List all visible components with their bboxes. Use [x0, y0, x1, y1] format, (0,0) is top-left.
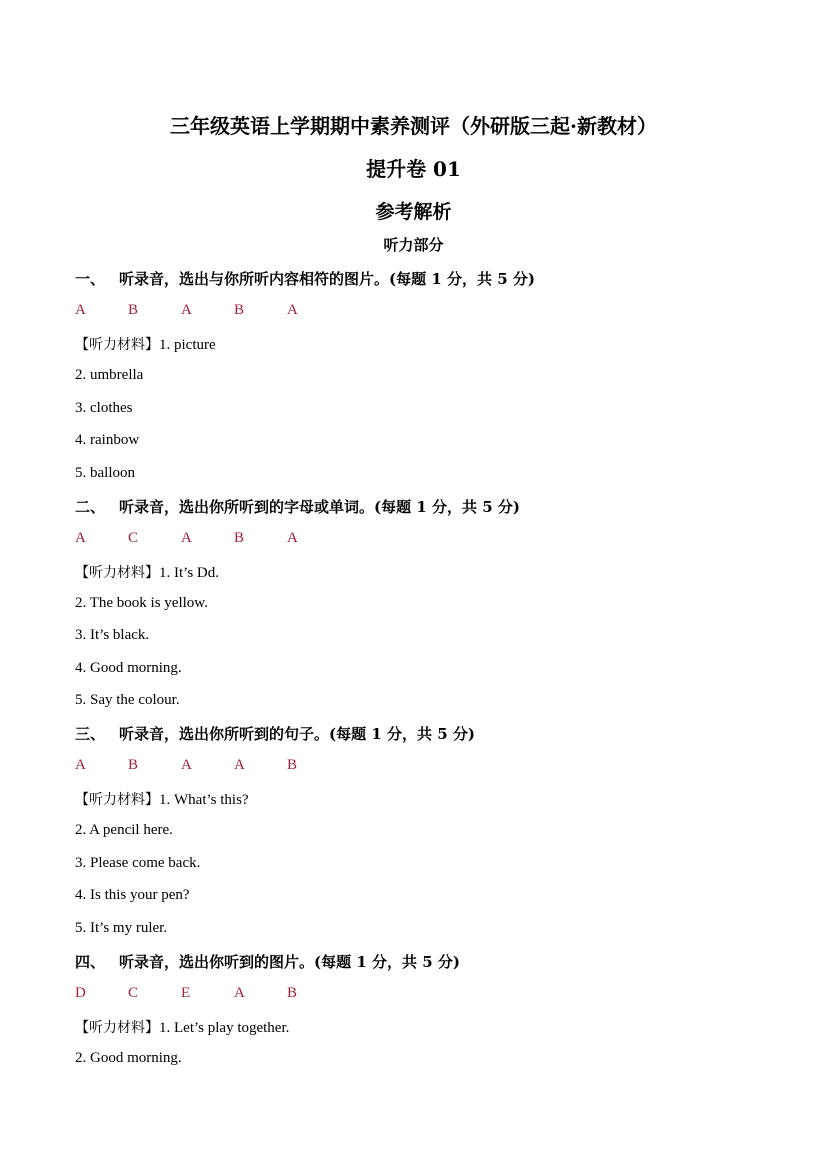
document-subtitle: 提升卷 01	[366, 157, 461, 181]
material-line: 5. It’s my ruler.	[75, 920, 168, 936]
material-line: 3. clothes	[75, 400, 133, 416]
answer-key: A	[287, 302, 298, 318]
material-line: 5. balloon	[75, 465, 135, 481]
material-line: 【听力材料】1. It’s Dd.	[75, 565, 219, 581]
material-line: 4. Is this your pen?	[75, 887, 190, 903]
document-title: 三年级英语上学期期中素养测评（外研版三起·新教材）	[170, 114, 657, 138]
answer-key: D	[75, 985, 86, 1001]
answer-key: A	[287, 530, 298, 546]
section-title: 一、 听录音，选出与你所听内容相符的图片。(每题 1 分，共 5 分)	[75, 270, 535, 288]
material-line: 4. rainbow	[75, 432, 140, 448]
answer-key: A	[75, 302, 86, 318]
material-line: 2. umbrella	[75, 367, 144, 383]
answer-key: B	[287, 985, 298, 1001]
answer-key: B	[234, 302, 245, 318]
answer-row	[0, 530, 827, 550]
answer-key: C	[128, 530, 139, 546]
material-line: 3. It’s black.	[75, 627, 150, 643]
answer-key: A	[75, 530, 86, 546]
answer-row	[0, 302, 827, 322]
section-heading: 参考解析	[375, 201, 452, 223]
answer-key: B	[234, 530, 245, 546]
answer-key: A	[234, 985, 245, 1001]
answer-key: E	[181, 985, 191, 1001]
answer-key: A	[181, 302, 192, 318]
answer-key: A	[181, 530, 192, 546]
material-line: 2. A pencil here.	[75, 822, 173, 838]
section-title: 三、 听录音，选出你所听到的句子。(每题 1 分，共 5 分)	[75, 725, 475, 743]
section-title: 四、 听录音，选出你听到的图片。(每题 1 分，共 5 分)	[75, 953, 460, 971]
answer-key: A	[75, 757, 86, 773]
section-title: 二、 听录音，选出你所听到的字母或单词。(每题 1 分，共 5 分)	[75, 498, 520, 516]
material-line: 3. Please come back.	[75, 855, 201, 871]
material-line: 2. Good morning.	[75, 1050, 182, 1066]
material-line: 【听力材料】1. Let’s play together.	[75, 1020, 290, 1036]
material-line: 【听力材料】1. What’s this?	[75, 792, 249, 808]
answer-key: A	[234, 757, 245, 773]
answer-row	[0, 985, 827, 1005]
material-line: 【听力材料】1. picture	[75, 337, 216, 353]
answer-key: B	[128, 757, 139, 773]
material-line: 4. Good morning.	[75, 660, 182, 676]
answer-key: B	[128, 302, 139, 318]
material-line: 2. The book is yellow.	[75, 595, 208, 611]
part-heading: 听力部分	[383, 236, 444, 254]
answer-key: B	[287, 757, 298, 773]
answer-key: A	[181, 757, 192, 773]
material-line: 5. Say the colour.	[75, 692, 180, 708]
answer-key: C	[128, 985, 139, 1001]
answer-row	[0, 757, 827, 777]
